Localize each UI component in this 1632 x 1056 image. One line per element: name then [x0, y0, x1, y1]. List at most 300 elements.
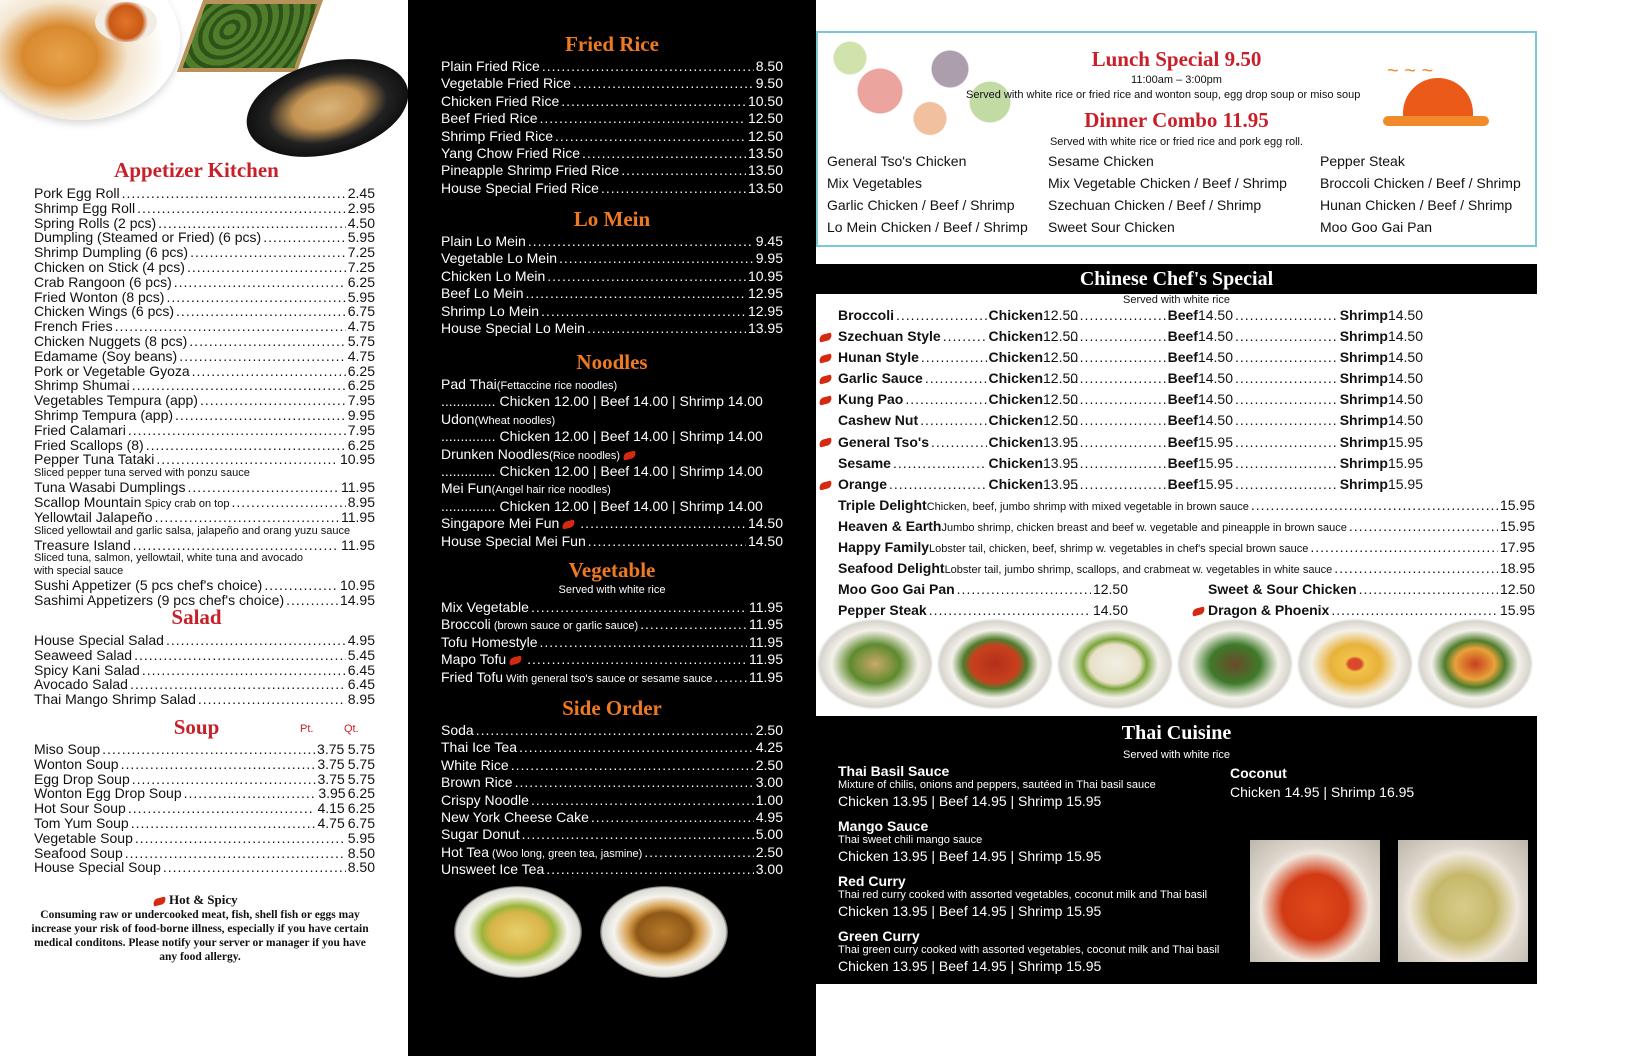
leader-dots [539, 635, 747, 649]
price-label: Beef [1167, 349, 1198, 366]
item-name: Beef Lo Mein [441, 285, 524, 302]
menu-item [34, 452, 375, 467]
price-segment [838, 456, 1043, 477]
price-label: Beef [1167, 307, 1198, 323]
item-price: 5.75 [347, 332, 375, 349]
price-segment [838, 350, 1043, 371]
chili-icon [818, 353, 832, 363]
item-description: Thai red curry cooked with assorted vegetables, coconut milk and Thai basil [838, 889, 1208, 901]
price-segment [1233, 350, 1423, 371]
menu-item [441, 94, 783, 111]
item-options: Chicken 12.00 | Beef 14.00 | Shrimp 14.00 [499, 393, 763, 410]
item-name: Plain Lo Mein [441, 233, 526, 249]
item-price: 13.50 [747, 162, 783, 179]
quart-price: 5.75 [347, 741, 375, 757]
quart-price: 8.50 [347, 859, 375, 876]
lo-mein-title: Lo Mein [573, 207, 651, 231]
leader-dots [1065, 350, 1166, 364]
item-price: 15.95 [1499, 602, 1535, 619]
item-name: Sweet & Sour Chicken [1208, 581, 1357, 598]
green-curry-photo [1398, 840, 1528, 962]
item-price: 7.25 [347, 244, 375, 261]
item-price: 9.45 [755, 233, 783, 249]
item-name: Spicy Kani Salad [34, 661, 140, 678]
item-name: Fried Calamari [34, 421, 126, 438]
lunch-hours: 11:00am – 3:00pm [1131, 74, 1222, 86]
price-segment [1063, 477, 1233, 498]
item-price: 11.95 [749, 599, 783, 615]
leader-dots: .............. [441, 497, 496, 514]
item-price: 17.95 [1499, 539, 1535, 556]
menu-item [34, 510, 375, 525]
item-description: Lobster tail, chicken, beef, shrimp w. vegetables in chef's special brown sauce [929, 543, 1309, 556]
item-price: 15.95 [1387, 475, 1423, 492]
item-price: 18.95 [1499, 560, 1535, 577]
leader-dots [893, 456, 987, 470]
menu-item [441, 59, 783, 76]
menu-item [441, 775, 783, 792]
leader-dots [515, 775, 754, 789]
item-name: White Rice [441, 756, 509, 773]
item-price: 6.25 [347, 436, 375, 453]
item-name: Beef Fried Rice [441, 110, 538, 127]
leader-dots [1235, 371, 1338, 385]
leader-dots [1235, 435, 1338, 449]
price-label: Beef [1167, 391, 1198, 408]
item-name: Thai Mango Shrimp Salad [34, 691, 196, 708]
item-name: Shrimp Fried Rice [441, 127, 554, 144]
item-price: 8.95 [347, 691, 375, 708]
price-label: Chicken [988, 412, 1043, 429]
item-name: Chicken Nuggets (8 pcs) [34, 332, 188, 349]
side-order-title: Side Order [562, 696, 662, 720]
price-segment [1233, 392, 1423, 413]
quart-label: Qt. [344, 723, 359, 735]
item-name: Yellowtail Jalapeño [34, 508, 153, 525]
item-name: House Special Soup [34, 859, 161, 876]
menu-item [34, 230, 375, 245]
item-price: 13.95 [747, 319, 783, 336]
leader-dots [546, 862, 754, 876]
chef-item [816, 329, 1535, 350]
item-price: 10.50 [747, 92, 783, 109]
lunch-served: Served with white rice or fried rice and wonton soup, egg drop soup or miso soup [966, 89, 1361, 101]
leader-dots [531, 600, 747, 614]
item-price: 11.95 [749, 616, 783, 633]
leader-dots [1235, 477, 1338, 491]
leader-dots [158, 216, 346, 230]
pint-price: 3.95 [318, 785, 346, 802]
menu-item [441, 740, 783, 757]
price-label: Shrimp [1339, 328, 1388, 345]
price-segment [1233, 371, 1423, 392]
pint-price: 4.15 [317, 800, 345, 817]
dinner-served: Served with white rice or fried rice and pork egg roll. [1049, 136, 1304, 148]
menu-item [441, 269, 783, 286]
pair-right [1208, 582, 1535, 603]
item-price: 7.95 [347, 421, 375, 438]
item-price: 14.50 [1387, 412, 1423, 429]
item-price: 4.75 [347, 318, 375, 335]
leader-dots [174, 275, 346, 289]
item-name: Hunan Style [838, 349, 919, 366]
item-name: Vegetable Soup [34, 829, 133, 846]
item-name: Drunken Noodles [441, 445, 550, 462]
item-name: Mapo Tofu [441, 652, 525, 666]
item-name: Sashimi Appetizers (9 pcs chef's choice) [34, 592, 285, 609]
price-label: Shrimp [1339, 391, 1388, 408]
thai-item [838, 818, 1238, 865]
soup-title: Soup [173, 715, 220, 739]
item-price: 15.95 [1499, 517, 1535, 534]
item-name: Mei Fun [441, 480, 492, 497]
menu-item [34, 423, 375, 438]
leader-dots [198, 692, 346, 706]
pint-price: 4.75 [317, 814, 345, 831]
item-name: Soda [441, 722, 474, 738]
item-name: Thai Basil Sauce [838, 763, 950, 779]
price-segment [838, 371, 1043, 392]
leader-dots [1065, 308, 1166, 322]
leader-dots [115, 319, 346, 333]
item-name: Udon [441, 410, 475, 427]
item-name: Avocado Salad [34, 676, 128, 693]
chili-icon [622, 450, 636, 460]
leader-dots [582, 146, 746, 160]
item-price: 15.95 [1387, 433, 1423, 450]
leader-dots [889, 477, 987, 491]
leader-dots [190, 245, 346, 259]
item-price: 11.95 [341, 479, 375, 496]
leader-dots [640, 617, 747, 631]
dish-photo-seafood [1056, 618, 1174, 710]
leader-dots [192, 364, 346, 378]
noodle-options-row [441, 429, 783, 446]
item-description: Sliced tuna, salmon, yellowtail, white tuna and avocado [34, 552, 304, 565]
item-name: Egg Drop Soup [34, 770, 130, 787]
noodle-name-row [441, 377, 783, 394]
item-name: Shrimp Dumpling (6 pcs) [34, 244, 189, 261]
edamame-photo [177, 0, 323, 72]
menu-item [441, 845, 783, 862]
leader-dots [122, 186, 346, 200]
menu-item [441, 670, 783, 687]
menu-item [34, 364, 375, 379]
dinner-item: Lo Mein Chicken / Beef / Shrimp [827, 219, 1028, 235]
menu-item [441, 111, 783, 128]
dinner-item: Broccoli Chicken / Beef / Shrimp [1320, 175, 1521, 191]
leader-dots [155, 510, 339, 524]
noodles-list [441, 377, 783, 551]
quart-price: 5.75 [347, 770, 375, 787]
leader-dots [1235, 413, 1338, 427]
pint-price: 3.75 [317, 741, 345, 757]
item-prices: Chicken 13.95 | Beef 14.95 | Shrimp 15.95 [838, 848, 1102, 864]
item-note: Spicy crab on top [141, 497, 230, 510]
leader-dots [142, 663, 346, 677]
noodle-name-row [441, 447, 783, 464]
fried-rice-title: Fried Rice [565, 32, 659, 56]
item-price: 12.50 [1043, 391, 1079, 408]
price-segment [838, 477, 1043, 498]
menu-item [34, 186, 375, 201]
menu-item [441, 600, 783, 617]
item-name: House Special Fried Rice [441, 179, 599, 196]
item-price: 14.50 [747, 532, 783, 549]
menu-item [34, 801, 375, 816]
item-price: 13.50 [747, 144, 783, 161]
item-name: New York Cheese Cake [441, 808, 589, 825]
item-description: Sliced pepper tuna served with ponzu sauce [34, 467, 250, 480]
item-price: 7.95 [347, 392, 375, 409]
leader-dots [130, 677, 346, 691]
item-price: 12.95 [747, 285, 783, 302]
leader-dots [1310, 540, 1498, 554]
noodle-name-row [441, 412, 783, 429]
noodle-options-row [441, 464, 783, 481]
dinner-item: Pepper Steak [1320, 153, 1405, 169]
item-name: Pork Egg Roll [34, 185, 120, 201]
item-name: Tofu Homestyle [441, 633, 538, 650]
chili-icon [152, 896, 166, 906]
item-note: (brown sauce or garlic sauce) [490, 620, 639, 633]
coconut-prices: Chicken 14.95 | Shrimp 16.95 [1230, 784, 1415, 800]
price-label: Shrimp [1339, 370, 1388, 387]
item-price: 15.95 [1197, 475, 1233, 492]
item-description: Jumbo shrimp, chicken breast and beef w. vegetable and pineapple in brown sauce [941, 521, 1347, 534]
chili-icon [508, 655, 522, 665]
price-segment [1063, 413, 1233, 434]
item-price: 2.50 [755, 722, 783, 738]
leader-dots [925, 371, 987, 385]
item-name: General Tso's [838, 433, 929, 450]
item-price: 2.50 [755, 756, 783, 773]
chef-pair-row [816, 582, 1535, 603]
item-name: Vegetable Fried Rice [441, 75, 571, 92]
item-price: 10.95 [339, 451, 375, 468]
item-price: 13.95 [1043, 433, 1079, 450]
item-name: Vegetables Tempura (app) [34, 392, 198, 409]
item-price: 2.95 [347, 199, 375, 216]
leader-dots [231, 495, 345, 509]
menu-item [34, 438, 375, 453]
leader-dots [1235, 350, 1338, 364]
item-price: 14.50 [1197, 370, 1233, 387]
item-name: Fried Tofu With general tso's sauce or sesame sauce [441, 668, 713, 685]
hot-spicy-label: Hot & Spicy [169, 892, 238, 907]
item-name: Broccoli (brown sauce or garlic sauce) [441, 616, 639, 633]
price-label: Beef [1167, 433, 1198, 450]
menu-item [34, 393, 375, 408]
menu-item [34, 648, 375, 663]
price-segment [838, 435, 1043, 456]
dinner-item: Moo Goo Gai Pan [1320, 219, 1433, 235]
item-name: Orange [838, 475, 888, 492]
sauce-bowl-photo [95, 2, 157, 42]
item-name: Miso Soup [34, 741, 101, 757]
price-segment [1233, 308, 1423, 329]
leader-dots [591, 810, 754, 824]
leader-dots [541, 304, 746, 318]
dish-photo-sweet-sour [1296, 618, 1414, 710]
item-price: 1.00 [755, 791, 783, 808]
side-order-list [441, 723, 783, 880]
menu-item [34, 663, 375, 678]
item-name: Crab Rangoon (6 pcs) [34, 273, 172, 290]
chef-special-title: Chinese Chef's Special [816, 264, 1537, 294]
thai-subtitle: Served with white rice [1123, 749, 1230, 761]
menu-item [441, 793, 783, 810]
leader-dots [128, 801, 316, 815]
menu-item [441, 181, 783, 198]
menu-item [34, 633, 375, 648]
leader-dots [125, 846, 346, 860]
chili-icon [818, 480, 832, 490]
leader-dots [156, 452, 338, 466]
quart-price: 6.75 [347, 814, 375, 831]
leader-dots [131, 816, 316, 830]
price-label: Chicken [988, 433, 1043, 450]
item-price: 15.95 [1387, 454, 1423, 471]
price-segment [838, 413, 1043, 434]
item-price: 14.50 [1092, 602, 1128, 619]
item-name: Moo Goo Gai Pan [838, 581, 955, 598]
menu-item [34, 245, 375, 260]
quart-price: 5.75 [347, 755, 375, 772]
item-name: Seafood Delight [838, 560, 945, 577]
right-panel [816, 0, 1632, 1056]
leader-dots [621, 163, 746, 177]
item-options: Chicken 12.00 | Beef 14.00 | Shrimp 14.00 [499, 497, 763, 514]
leader-dots [531, 793, 754, 807]
leader-dots [200, 393, 346, 407]
leader-dots [1065, 477, 1166, 491]
item-name: Red Curry [838, 873, 906, 889]
item-name: Mango Sauce [838, 818, 929, 834]
leader-dots [555, 129, 746, 143]
price-label: Shrimp [1339, 412, 1388, 429]
price-label: Shrimp [1339, 433, 1388, 450]
leader-dots [547, 269, 746, 283]
chili-slot [816, 392, 838, 406]
leader-dots [519, 740, 754, 754]
appetizer-list [34, 186, 375, 608]
chef-special-item [816, 561, 1535, 582]
item-note: (Angel hair rice noodles) [491, 484, 611, 497]
item-name: Pineapple Shrimp Fried Rice [441, 162, 620, 179]
noodle-options-row [441, 499, 783, 516]
item-name: Spring Rolls (2 pcs) [34, 214, 157, 231]
menu-item [34, 319, 375, 334]
chili-slot [816, 329, 838, 343]
leader-dots [102, 742, 315, 756]
item-description: with special sauce [34, 565, 124, 578]
leader-dots [522, 827, 754, 841]
item-name: Garlic Sauce [838, 370, 923, 387]
item-name: Happy Family [838, 539, 930, 556]
leader-dots [166, 633, 346, 647]
item-price: 12.50 [1043, 370, 1079, 387]
item-price: 9.50 [755, 75, 783, 92]
menu-item [34, 831, 375, 846]
menu-item [34, 677, 375, 692]
chili-icon [818, 438, 832, 448]
price-label: Shrimp [1339, 307, 1388, 323]
item-name: Shrimp Shumai [34, 377, 130, 394]
leader-dots [580, 516, 746, 530]
leader-dots [476, 723, 754, 737]
price-segment [1063, 308, 1233, 329]
item-name: Shrimp Egg Roll [34, 199, 136, 216]
item-name: Heaven & Earth [838, 517, 942, 534]
item-note: (Fettaccine rice noodles) [496, 380, 618, 392]
item-price: 14.50 [747, 515, 783, 532]
item-name: House Special Mei Fun [441, 532, 586, 549]
item-price: 9.95 [755, 250, 783, 267]
item-price: 12.50 [1499, 581, 1535, 598]
item-price: 13.50 [747, 179, 783, 196]
leader-dots [166, 290, 345, 304]
item-price: 15.95 [1197, 433, 1233, 450]
leader-dots [587, 321, 746, 335]
price-segment [838, 308, 1043, 329]
item-name: Sushi Appetizer (5 pcs chef's choice) [34, 577, 263, 594]
dinner-item: Mix Vegetable Chicken / Beef / Shrimp [1048, 175, 1287, 191]
leader-dots [1065, 456, 1166, 470]
item-price: 12.50 [747, 110, 783, 127]
price-segment [1063, 392, 1233, 413]
middle-panel [408, 0, 816, 1056]
dinner-item: Szechuan Chicken / Beef / Shrimp [1048, 197, 1262, 213]
leader-dots [588, 534, 746, 548]
item-price: 11.95 [749, 651, 783, 668]
item-price: 6.25 [347, 273, 375, 290]
leader-dots [163, 860, 346, 874]
chef-special-item [816, 519, 1535, 540]
item-price: 6.25 [347, 377, 375, 394]
item-name: Triple Delight [838, 496, 927, 513]
leader-dots [561, 94, 746, 108]
menu-item [441, 76, 783, 93]
leader-dots [135, 831, 346, 845]
menu-item [441, 286, 783, 303]
pair-left [838, 582, 1128, 603]
leader-dots [920, 413, 986, 427]
price-segment [1063, 350, 1233, 371]
leader-dots [133, 538, 339, 552]
item-name: Scallop Mountain Spicy crab on top [34, 493, 230, 510]
thai-item [838, 928, 1238, 975]
item-options: Chicken 12.00 | Beef 14.00 | Shrimp 14.00 [499, 462, 763, 479]
chili-slot [816, 435, 838, 449]
leader-dots [714, 670, 747, 684]
menu-item [34, 860, 375, 875]
item-name: Treasure Island [34, 536, 131, 553]
thai-list [838, 763, 1238, 983]
menu-item [34, 304, 375, 319]
price-segment [1233, 435, 1423, 456]
leader-dots [128, 423, 346, 437]
item-price: 4.50 [347, 214, 375, 231]
leader-dots [187, 260, 346, 274]
leader-dots [137, 201, 346, 215]
item-price: 15.95 [1197, 454, 1233, 471]
leader-dots: .............. [441, 428, 496, 445]
chef-special-item [816, 498, 1535, 519]
item-name: Hot Sour Soup [34, 800, 126, 817]
appetizer-title: Appetizer Kitchen [114, 158, 279, 182]
leader-dots [263, 230, 346, 244]
